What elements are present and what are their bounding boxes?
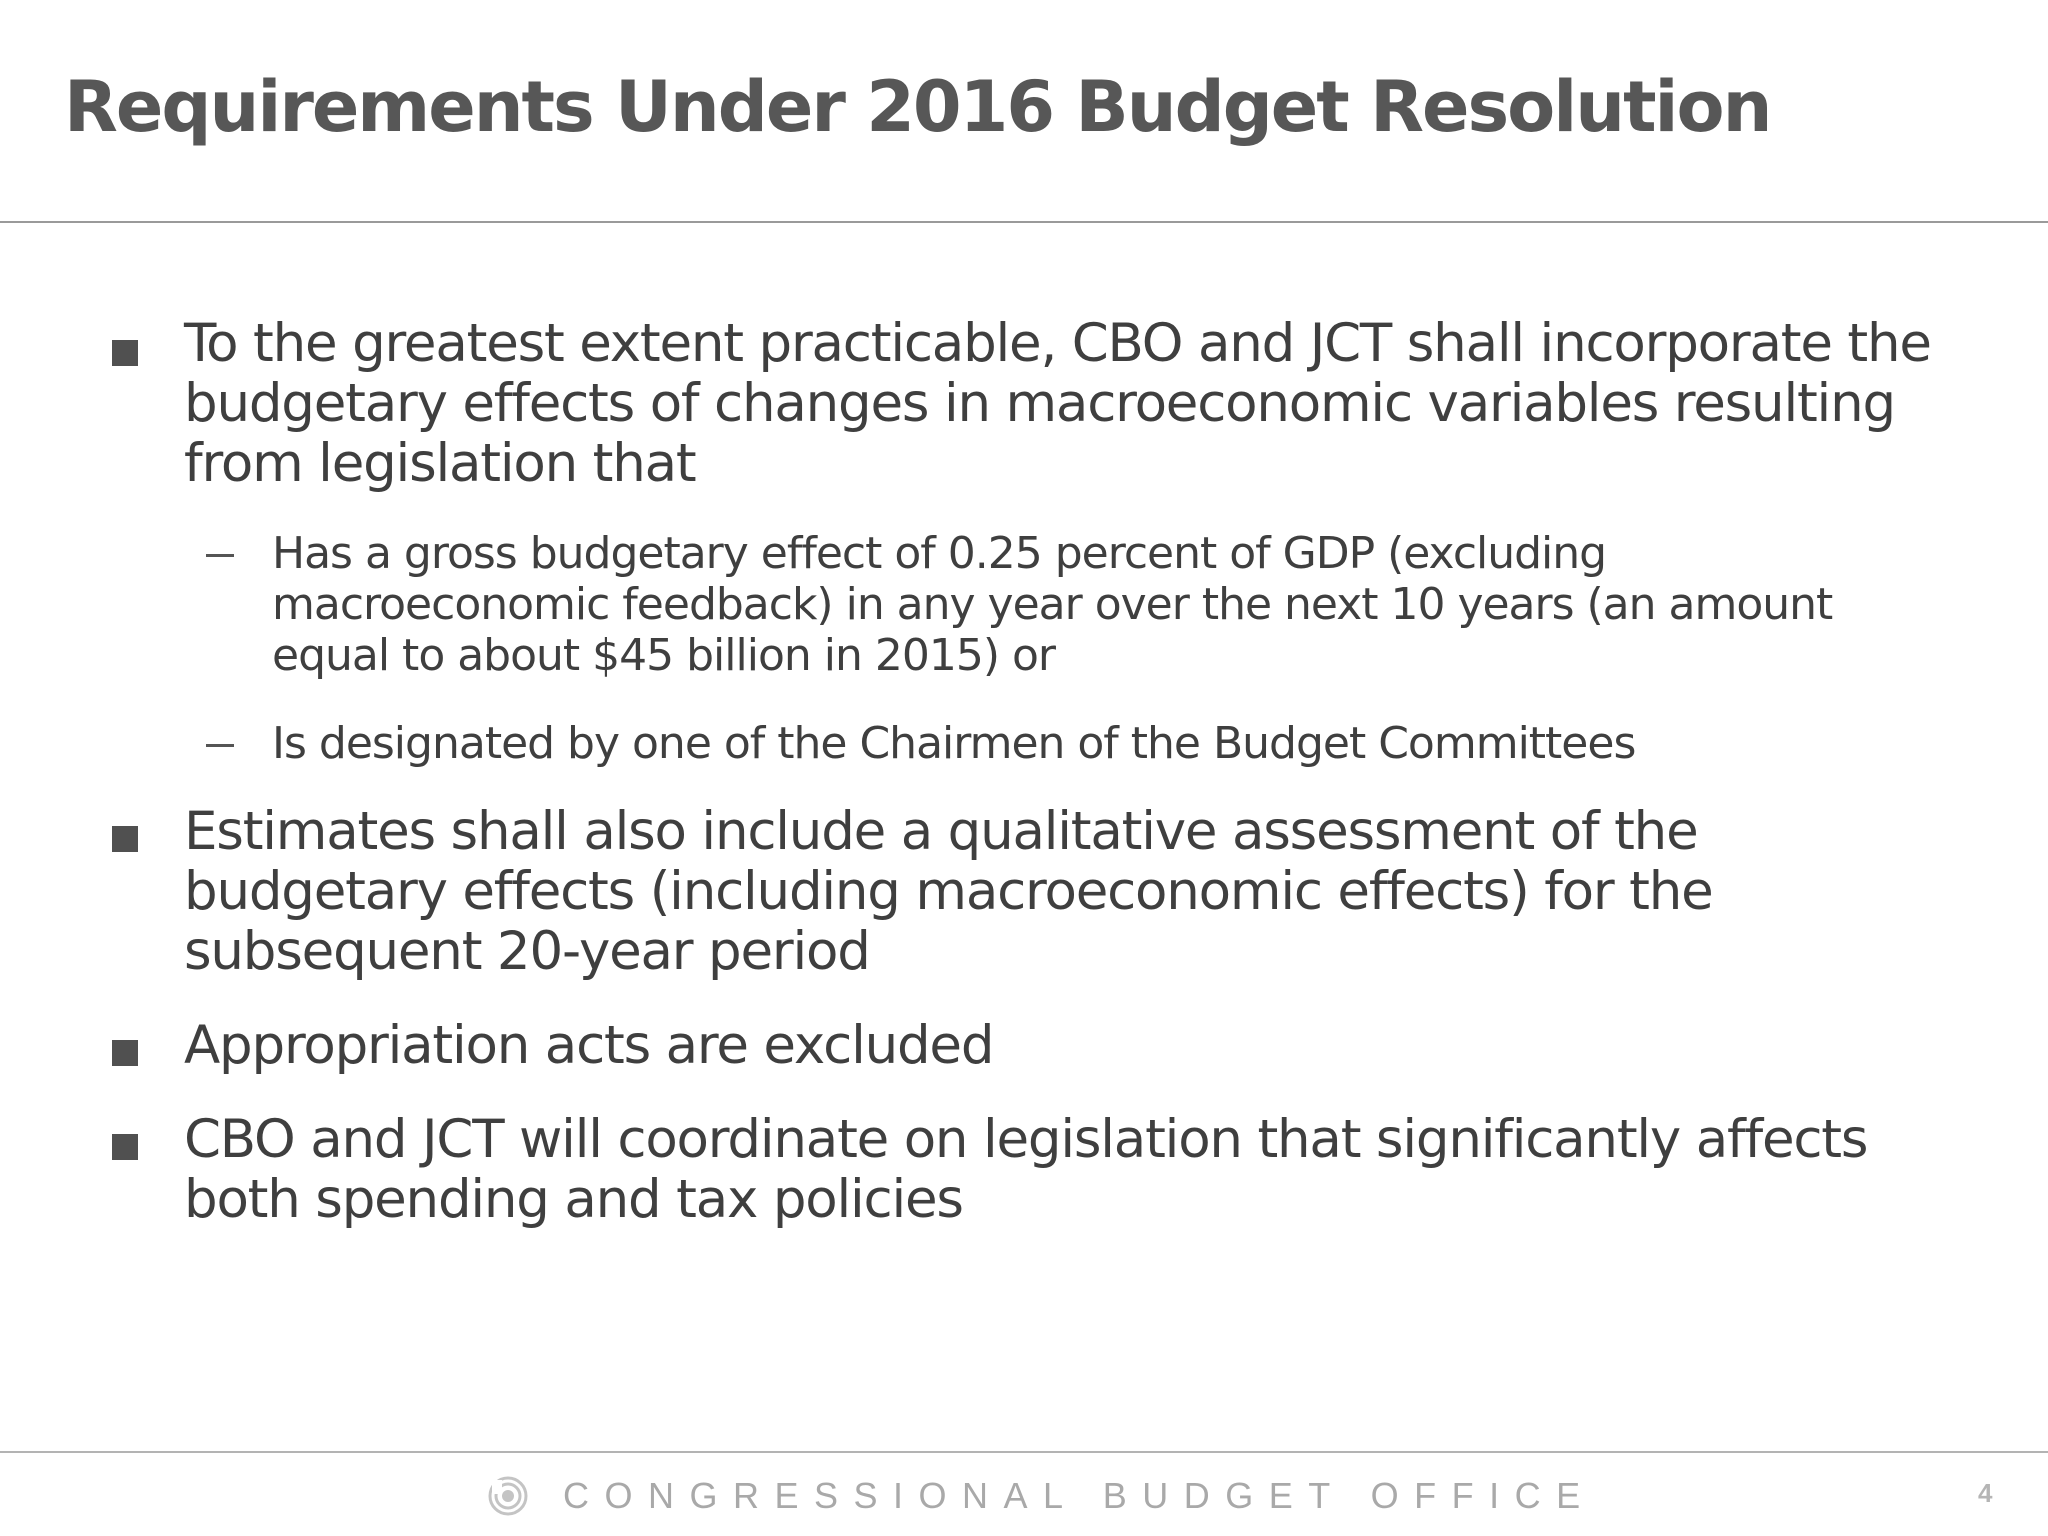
dash-marker-icon (206, 744, 234, 747)
bullet-line: from legislation that (184, 433, 696, 494)
footer-organization: CONGRESSIONAL BUDGET OFFICE (563, 1475, 1596, 1516)
bullet-item (184, 802, 1944, 982)
bullet-line: budgetary effects of changes in macroeconomic variables resulting (184, 373, 1895, 434)
bullet-marker-icon (112, 340, 138, 366)
footer (0, 1468, 2048, 1524)
bullet-line: subsequent 20-year period (184, 921, 870, 982)
bullet-line: Estimates shall also include a qualitative assessment of the (184, 801, 1698, 862)
bullet-marker-icon (112, 1040, 138, 1066)
bullet-line: To the greatest extent practicable, CBO and JCT shall incorporate the (184, 313, 1931, 374)
bullet-line: Appropriation acts are excluded (184, 1015, 994, 1076)
sub-bullet-line: equal to about $45 billion in 2015) or (272, 630, 1055, 681)
dash-marker-icon (206, 554, 234, 557)
bullet-item (184, 1110, 1944, 1230)
bullet-item (184, 314, 1944, 494)
footer-divider (0, 1451, 2048, 1453)
sub-bullet-item (272, 718, 1952, 769)
cbo-logo-icon (488, 1476, 528, 1516)
page-number: 4 (1978, 1478, 1993, 1508)
bullet-line: both spending and tax policies (184, 1169, 963, 1230)
sub-bullet-line: macroeconomic feedback) in any year over the next 10 years (an amount (272, 579, 1833, 630)
sub-bullet-line: Is designated by one of the Chairmen of the Budget Committees (272, 718, 1636, 769)
bullet-line: CBO and JCT will coordinate on legislation that significantly affects (184, 1109, 1868, 1170)
sub-bullet-line: Has a gross budgetary effect of 0.25 percent of GDP (excluding (272, 528, 1607, 579)
sub-bullet-item (272, 528, 1952, 681)
bullet-item (184, 1016, 1944, 1076)
slide-title: Requirements Under 2016 Budget Resolution (64, 66, 1771, 148)
bullet-line: budgetary effects (including macroeconomic effects) for the (184, 861, 1713, 922)
bullet-marker-icon (112, 1134, 138, 1160)
bullet-marker-icon (112, 826, 138, 852)
